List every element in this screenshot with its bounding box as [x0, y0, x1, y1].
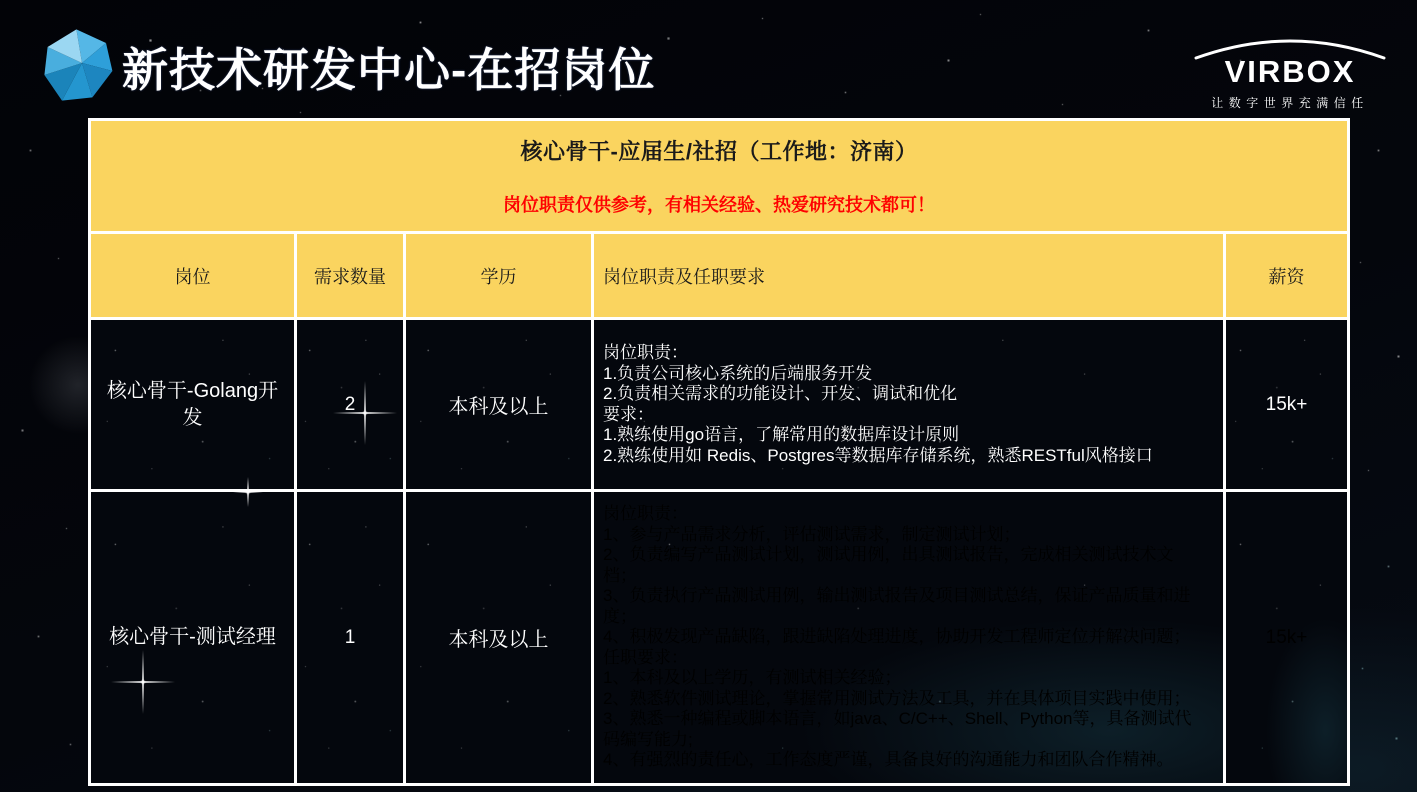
column-header-salary: 薪资: [1226, 234, 1347, 317]
description-line: 岗位职责：: [603, 504, 688, 524]
table-row-1-salary: 15k+: [1226, 320, 1347, 489]
table-row-1-education: 本科及以上: [406, 320, 591, 489]
table-row-1-position: 核心骨干-Golang开发: [91, 320, 294, 489]
column-header-education: 学历: [406, 234, 591, 317]
jobs-table: [88, 118, 1350, 786]
column-header-position: 岗位: [91, 234, 294, 317]
table-row-1-headcount: 2: [297, 320, 403, 489]
description-line: 1、参与产品需求分析，评估测试需求，制定测试计划；: [603, 524, 1021, 544]
table-row-2-education: 本科及以上: [406, 492, 591, 783]
column-header-headcount: 需求数量: [297, 234, 403, 317]
gem-icon: [38, 26, 118, 108]
banner-title: 核心骨干-应届生/社招（工作地：济南）: [520, 139, 918, 164]
table-row-2-headcount: 1: [297, 492, 403, 783]
table-row-1-description: [594, 320, 1223, 489]
description-line: 1、本科及以上学历，有测试相关经验；: [603, 668, 902, 688]
description-line: 2.熟练使用如 Redis、Postgres等数据库存储系统，熟悉RESTful风格接口: [603, 445, 1153, 465]
slide-header: [0, 0, 1417, 118]
description-line: 2、负责编写产品测试计划，测试用例，出具测试报告，完成相关测试技术文档；: [603, 545, 1174, 585]
page-title: 新技术研发中心-在招岗位: [122, 44, 656, 96]
table-row-2-description: [594, 492, 1223, 783]
description-line: 2.负责相关需求的功能设计、开发、调试和优化: [603, 384, 958, 403]
description-line: 任职要求：: [603, 647, 688, 667]
description-line: 2、熟悉软件测试理论，掌握常用测试方法及工具，并在具体项目实践中使用；: [603, 688, 1191, 708]
table-banner: [91, 121, 1347, 231]
virbox-logo: [1185, 34, 1395, 111]
description-line: 岗位职责：: [603, 343, 688, 362]
description-line: 3、负责执行产品测试用例，输出测试报告及项目测试总结，保证产品质量和进度；: [603, 586, 1191, 626]
description-line: 要求：: [603, 404, 654, 424]
description-line: 3、熟悉一种编程或脚本语言，如java、C/C++、Shell、Python等，具备测试代码编写能力;: [603, 709, 1192, 749]
table-row-2-salary: 15k+: [1226, 492, 1347, 783]
logo-tagline: 让数字世界充满信任: [1211, 95, 1369, 110]
table-row-2-position: 核心骨干-测试经理: [91, 492, 294, 783]
description-line: 1.负责公司核心系统的后端服务开发: [603, 363, 873, 383]
description-line: 4、有强烈的责任心，工作态度严谨，具备良好的沟通能力和团队合作精神。: [603, 750, 1174, 770]
description-line: 4、积极发现产品缺陷，跟进缺陷处理进度，协助开发工程师定位并解决问题；: [603, 627, 1191, 647]
logo-wordmark: VIRBOX: [1224, 54, 1356, 89]
column-header-duties: 岗位职责及任职要求: [594, 234, 1223, 317]
description-line: 1.熟练使用go语言，了解常用的数据库设计原则: [603, 425, 960, 444]
banner-note: 岗位职责仅供参考，有相关经验、热爱研究技术都可！: [503, 195, 935, 215]
